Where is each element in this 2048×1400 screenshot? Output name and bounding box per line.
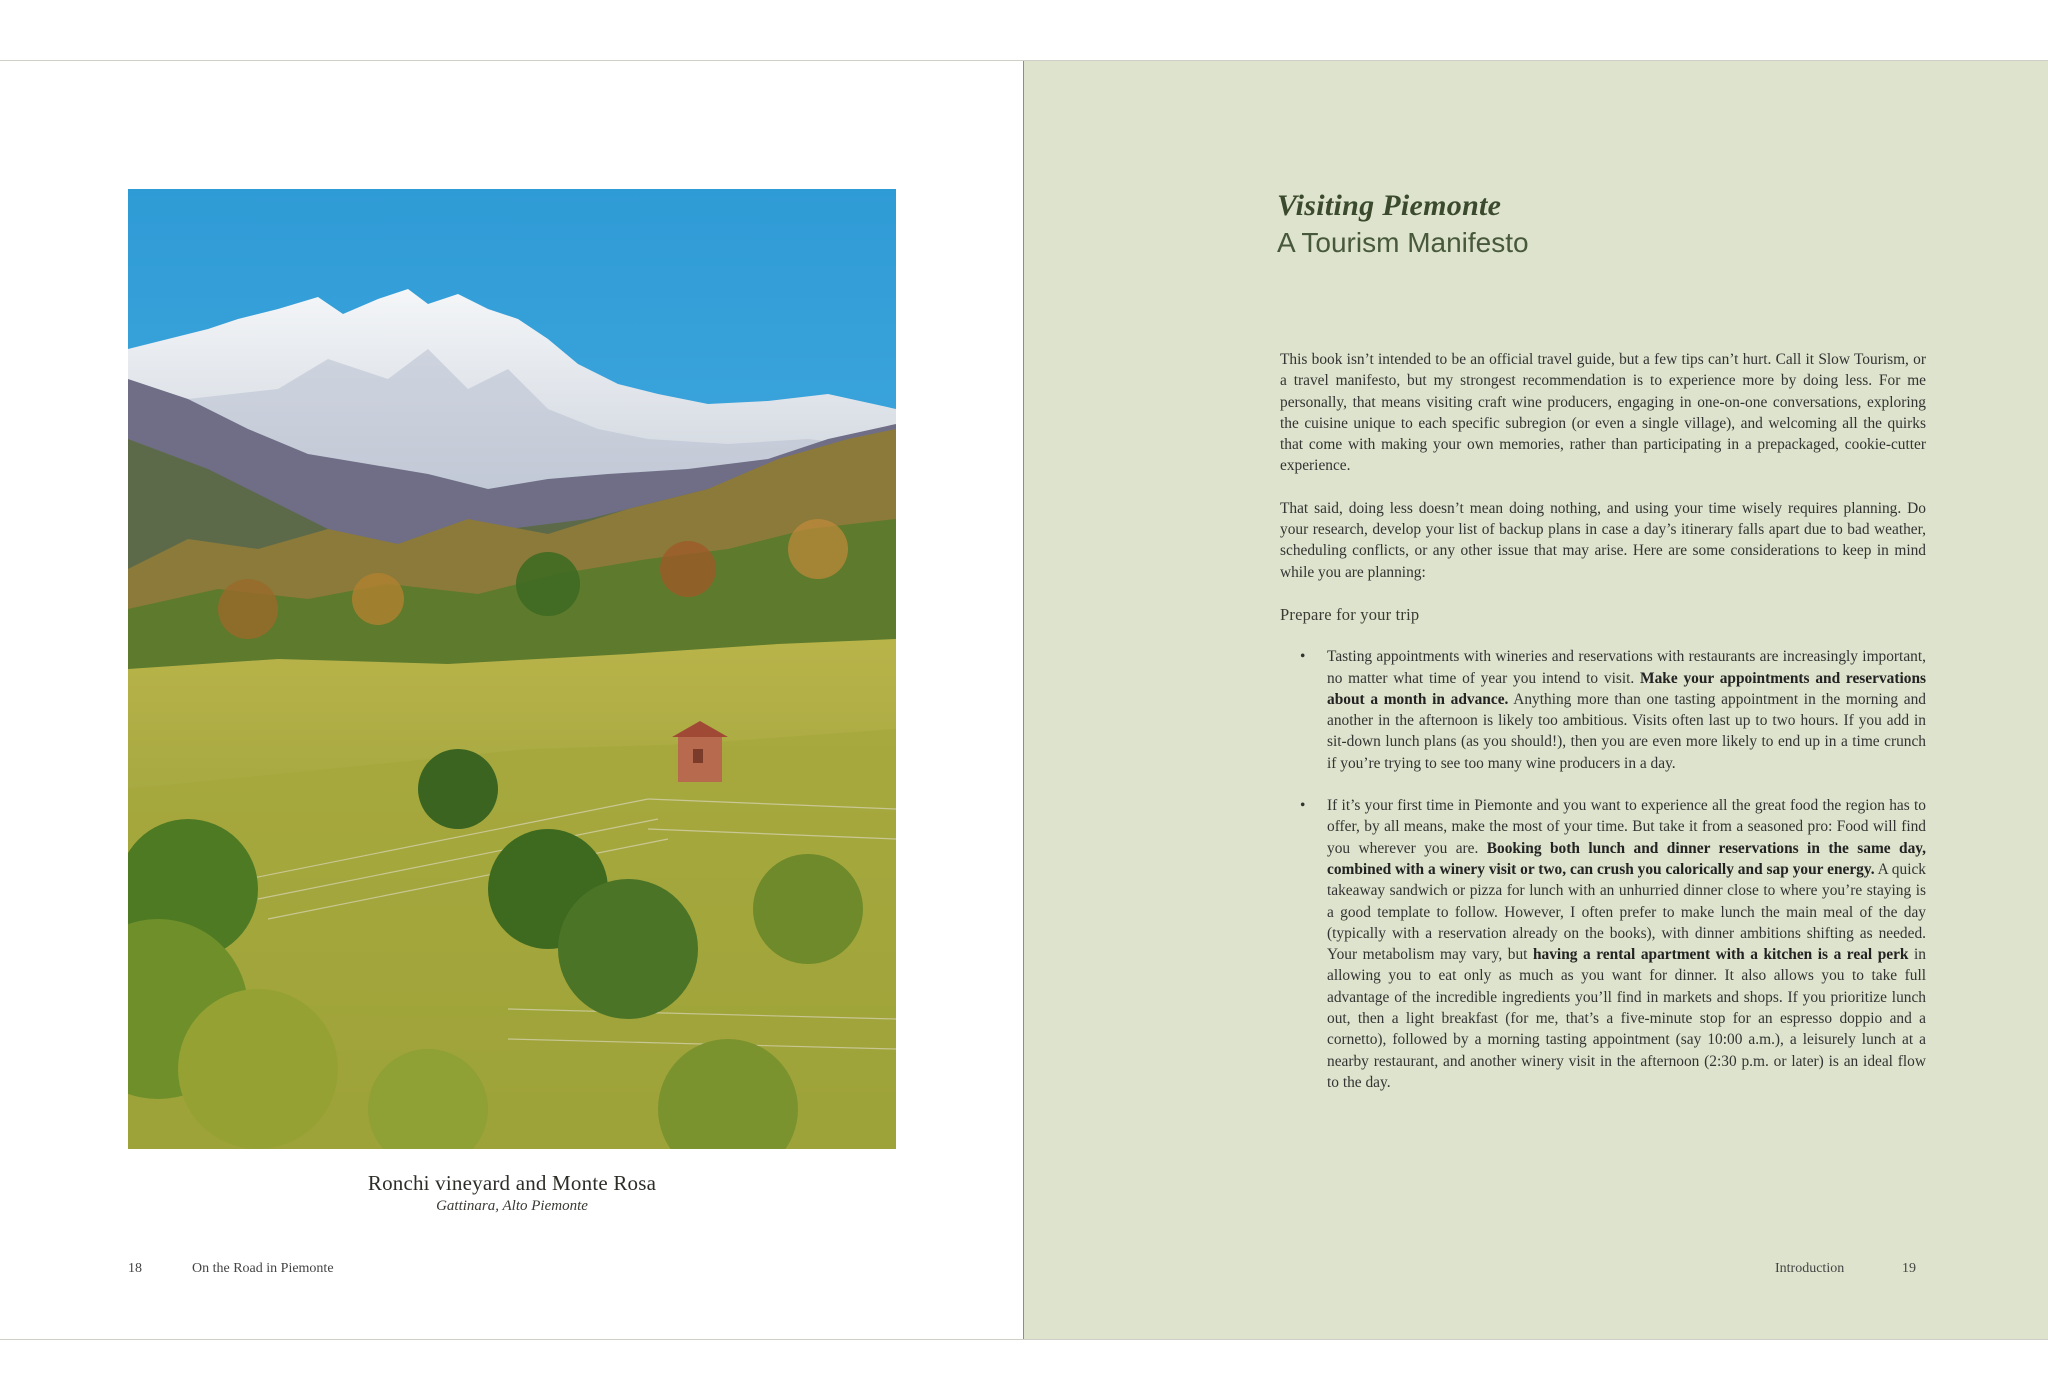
photo-caption-title: Ronchi vineyard and Monte Rosa bbox=[367, 1171, 657, 1195]
bullet-marker: • bbox=[1300, 797, 1306, 815]
right-page bbox=[1023, 61, 2048, 1339]
page-subtitle: A Tourism Manifesto bbox=[1277, 227, 1529, 258]
bullet-marker: • bbox=[1300, 648, 1306, 666]
list-item bbox=[1280, 795, 1926, 1093]
vineyard-photo bbox=[128, 189, 896, 1149]
left-running-head: On the Road in Piemonte bbox=[192, 1261, 334, 1276]
tips-list bbox=[1280, 646, 1926, 1093]
bullet2-text-2: A quick takeaway sandwich or pizza for lunch with an unhurried dinner close to where you’re staying is a good template to follow. However, I often prefer to make lunch the main meal of the day (typically with a reservation already on the books), with dinner ambitions shifting as needed. Your metabolism may vary, but bbox=[1327, 860, 1926, 964]
body-text bbox=[1280, 349, 1926, 1114]
book-spread bbox=[0, 60, 2048, 1340]
bullet1-text-1: Tasting appointments with wineries and reservations with restaurants are increasingly important, no matter what time of year you intend to visit. bbox=[1327, 648, 1926, 687]
bullet2-bold-1: Booking both lunch and dinner reservations in the same day, combined with a winery visit or two, can crush you calorically and sap your energy. bbox=[1327, 839, 1926, 878]
bullet1-text-2: Anything more than one tasting appointment in the morning and another in the afternoon is likely too ambitious. Visits often last up to two hours. If you add in sit-down lunch plans (as you should!), then you are even more likely to end up in a time crunch if you’re trying to see too many wine producers in a day. bbox=[1327, 690, 1926, 772]
left-page bbox=[0, 61, 1023, 1339]
photo-caption-subtitle: Gattinara, Alto Piemonte bbox=[436, 1198, 588, 1214]
bullet2-bold-2: having a rental apartment with a kitchen is a real perk bbox=[1532, 946, 1909, 964]
right-page-number: 19 bbox=[1902, 1261, 1916, 1276]
planning-paragraph: That said, doing less doesn’t mean doing nothing, and using your time wisely requires planning. Do your research, develop your list of backup plans in case a day’s itinerary falls apart due to bad weather, scheduling conflicts, or any other issue that may arise. Here are some considerations to keep in mind while you are planning: bbox=[1280, 499, 1926, 581]
vineyard-mountain-image bbox=[128, 189, 896, 1149]
left-page-number: 18 bbox=[128, 1261, 142, 1276]
section-heading: Prepare for your trip bbox=[1280, 604, 1420, 624]
bullet2-text-3: in allowing you to eat only as much as you want for dinner. It also allows you to take full advantage of the incredible ingredients you’ll find in markets and shops. If you prioritize lunch out, then a light breakfast (for me, that’s a five-minute stop for an espresso doppio and a cornetto), followed by a morning tasting appointment (say 10:00 a.m.), a leisurely lunch at a nearby restaurant, and another winery visit in the afternoon (2:30 p.m. or later) is an ideal flow to the day. bbox=[1327, 946, 1926, 1091]
right-running-head: Introduction bbox=[1775, 1261, 1845, 1276]
intro-paragraph: This book isn’t intended to be an official travel guide, but a few tips can’t hurt. Call it Slow Tourism, or a travel manifesto, but my strongest recommendation is to experience more by doing less. For me personally, that means visiting craft wine producers, engaging in one-on-one conversations, exploring the cuisine unique to each specific subregion (or even a single village), and welcoming all the quirks that come with making your own memories, rather than participating in a prepackaged, cookie-cutter experience. bbox=[1280, 351, 1926, 475]
list-item bbox=[1280, 646, 1926, 774]
page-title: Visiting Piemonte bbox=[1277, 189, 1502, 222]
bullet2-text-1: If it’s your first time in Piemonte and you want to experience all the great food the region has to offer, by all means, make the most of your time. But take it from a seasoned pro: Food will find you wherever you are. bbox=[1327, 797, 1926, 857]
bullet1-bold-1: Make your appointments and reservations about a month in advance. bbox=[1327, 669, 1926, 708]
